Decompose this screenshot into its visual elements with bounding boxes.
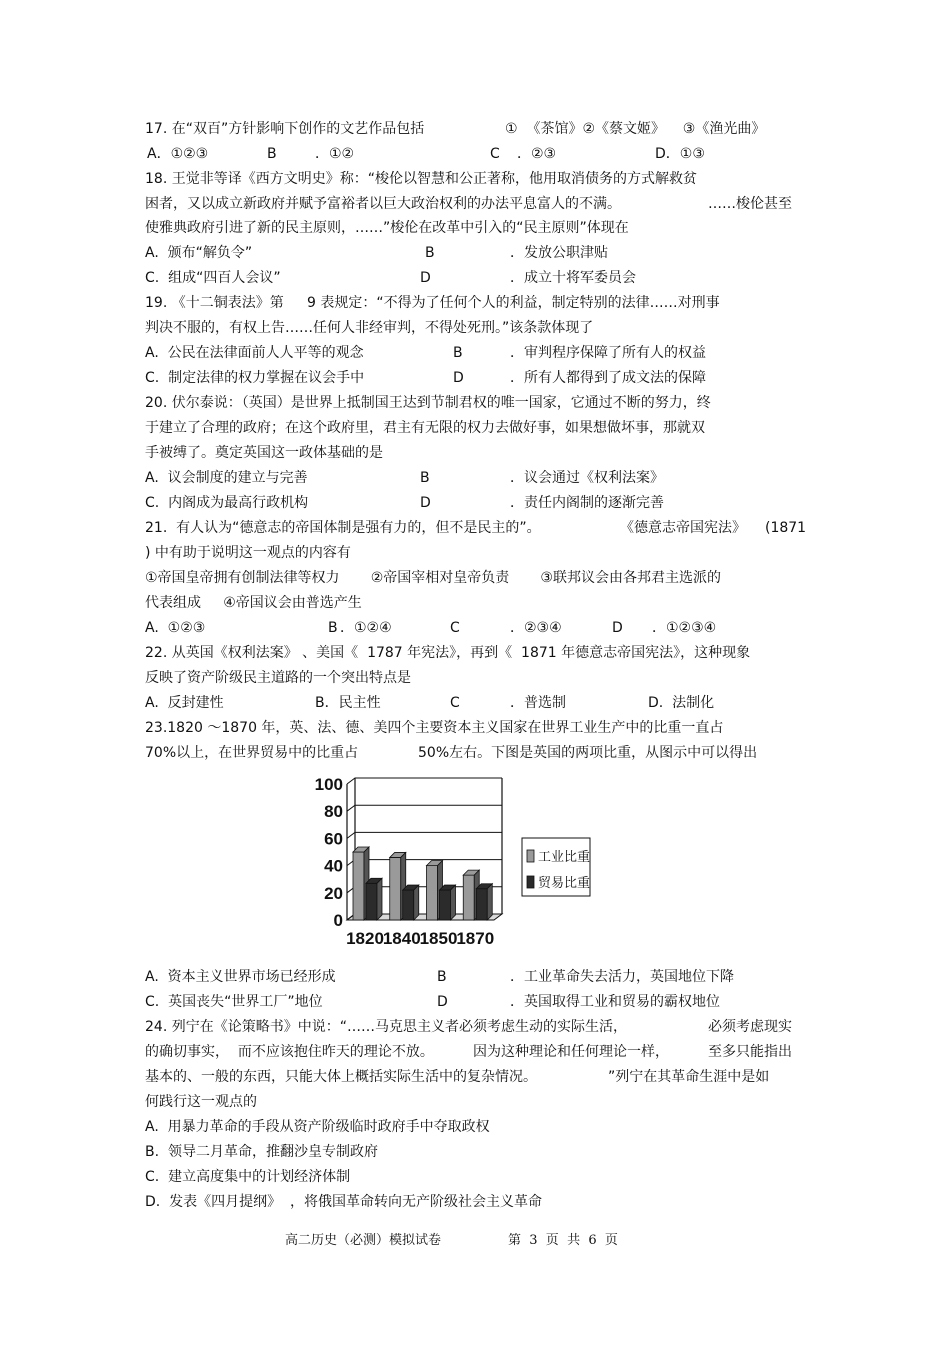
- q21-option-c-letter: C: [450, 620, 460, 636]
- q22-line-2: 反映了资产阶级民主道路的一个突出特点是: [145, 670, 411, 686]
- q20-option-b: ．议会通过《权利法案》: [510, 470, 664, 486]
- x-tick-label: 1820: [346, 929, 384, 948]
- q22-option-c-letter: C: [450, 695, 460, 711]
- q22-option-c: ．普选制: [510, 695, 566, 711]
- bar: [403, 885, 419, 920]
- q24-option-a: A. 用暴力革命的手段从资产阶级临时政府手中夺取政权: [145, 1119, 490, 1135]
- q18-line-2b: ……梭伦甚至: [708, 196, 792, 212]
- x-tick-label: 1850: [419, 929, 458, 948]
- bar: [476, 884, 492, 920]
- bar-side: [414, 885, 419, 920]
- q17-option-c-letter: C: [490, 146, 500, 162]
- q21-option-d-letter: D: [612, 620, 623, 636]
- bar-front: [403, 890, 414, 920]
- q19-option-b: ．审判程序保障了所有人的权益: [510, 345, 706, 361]
- q19-line-1: 19. 《十二铜表法》第: [145, 295, 284, 311]
- bar-side: [487, 884, 492, 920]
- q17-items: ① 《茶馆》②《蔡文姬》 ③《渔光曲》: [505, 121, 766, 137]
- q24-line-4: 何践行这一观点的: [145, 1094, 257, 1110]
- q23-option-d: ．英国取得工业和贸易的霸权地位: [510, 994, 720, 1010]
- q18-option-d-letter: D: [420, 270, 431, 286]
- gridline: [347, 860, 502, 866]
- gridline: [347, 805, 502, 811]
- q19-line-2: 判决不服的，有权上告……任何人非经审判，不得处死刑。”该条款体现了: [145, 320, 594, 336]
- y-tick-label: 20: [324, 883, 343, 903]
- q20-option-c: C. 内阁成为最高行政机构: [145, 495, 309, 511]
- q20-line-1: 20. 伏尔泰说：（英国）是世界上抵制国王达到节制君权的唯一国家，它通过不断的努力，终: [145, 395, 711, 411]
- bar-front: [463, 875, 474, 920]
- q24-option-d: D. 发表《四月提纲》 ，将俄国革命转向无产阶级社会主义革命: [145, 1194, 543, 1210]
- q20-line-3: 手被缚了。奠定英国这一政体基础的是: [145, 445, 383, 461]
- q21-option-c: ．②③④: [510, 620, 562, 636]
- q23-line-1: 23.1820 ～1870 年，英、法、德、美四个主要资本主义国家在世界工业生产中的比重一直占: [145, 720, 724, 736]
- gridline: [347, 832, 502, 838]
- q20-line-2: 于建立了合理的政府；在这个政府里，君主有无限的权力去做好事，如果想做坏事，那就双: [145, 420, 705, 436]
- q20-option-b-letter: B: [420, 470, 430, 486]
- q24-line-2b: 因为这种理论和任何理论一样，: [473, 1044, 669, 1060]
- footer-title: 高二历史（必测）模拟试卷: [285, 1233, 442, 1248]
- legend-label: 贸易比重: [538, 876, 591, 891]
- footer-page-number: 第 3 页 共 6 页: [508, 1233, 618, 1248]
- q21-line-3: ①帝国皇帝拥有创制法律等权力 ②帝国宰相对皇帝负责 ③联邦议会由各邦君主选派的: [145, 570, 721, 586]
- q21-option-a: A. ①②③: [145, 620, 206, 636]
- q17-option-b-letter: B: [267, 146, 277, 162]
- q22-line-1: 22. 从英国《权利法案》 、美国《 1787 年宪法》，再到《 1871 年德意志帝国宪法》，这种现象: [145, 645, 751, 661]
- q19-option-d-letter: D: [453, 370, 464, 386]
- q23-line-2b: 50%左右。下图是英国的两项比重，从图示中可以得出: [418, 745, 758, 761]
- q20-option-d: ．责任内阁制的逐渐完善: [510, 495, 664, 511]
- bar-side: [451, 885, 456, 920]
- q19-option-a: A. 公民在法律面前人人平等的观念: [145, 345, 364, 361]
- q23-line-2: 70%以上，在世界贸易中的比重占: [145, 745, 359, 761]
- q18-option-c: C. 组成“四百人会议”: [145, 270, 281, 286]
- legend-swatch: [527, 850, 534, 862]
- q19-option-d: ．所有人都得到了成文法的保障: [510, 370, 706, 386]
- legend-label: 工业比重: [538, 850, 591, 865]
- bar: [366, 878, 382, 920]
- bar: [440, 885, 456, 920]
- q20-option-a: A. 议会制度的建立与完善: [145, 470, 308, 486]
- bar-front: [440, 890, 451, 920]
- q18-line-3: 使雅典政府引进了新的民主原则，……”梭伦在改革中引入的“民主原则”体现在: [145, 220, 629, 236]
- y-tick-label: 80: [324, 802, 343, 822]
- q20-option-d-letter: D: [420, 495, 431, 511]
- q17-option-b: ．①②: [315, 146, 355, 162]
- q21-option-d: ．①②③④: [652, 620, 717, 636]
- q21-line-1: 21. 有人认为“德意志的帝国体制是强有力的，但不是民主的”。: [145, 520, 541, 536]
- q23-option-c: C. 英国丧失“世界工厂”地位: [145, 994, 323, 1010]
- q21-option-b: ．①②④: [340, 620, 392, 636]
- bar-chart: [312, 772, 597, 952]
- q18-line-2: 困者，又以成立新政府并赋予富裕者以巨大政治权利的办法平息富人的不满。: [145, 196, 621, 212]
- q21-line-1c: (1871: [765, 520, 807, 536]
- q23-option-b-letter: B: [437, 969, 447, 985]
- chart-bars: [353, 847, 492, 920]
- chart-legend: [522, 838, 590, 896]
- bar-front: [366, 883, 377, 920]
- q19-option-b-letter: B: [453, 345, 463, 361]
- q18-option-b-letter: B: [425, 245, 435, 261]
- q24-line-2: 的确切事实， 而不应该抱住昨天的理论不放。: [145, 1044, 434, 1060]
- q21-line-4: 代表组成 ④帝国议会由普选产生: [145, 595, 362, 611]
- q24-option-b: B. 领导二月革命，推翻沙皇专制政府: [145, 1144, 378, 1160]
- q22-option-b: B．民主性: [315, 695, 381, 711]
- q18-option-d: ．成立十将军委员会: [510, 270, 636, 286]
- y-tick-label: 40: [324, 856, 343, 876]
- q18-line-1: 18. 王觉非等译《西方文明史》称：“梭伦以智慧和公正著称，他用取消债务的方式解救贫: [145, 171, 697, 187]
- q23-option-b: ．工业革命失去活力，英国地位下降: [510, 969, 734, 985]
- q23-option-d-letter: D: [437, 994, 448, 1010]
- x-tick-label: 1840: [382, 929, 421, 948]
- bar-front: [390, 857, 401, 920]
- q21-line-1b: 《德意志帝国宪法》: [620, 520, 746, 536]
- bar-front: [353, 852, 364, 920]
- q21-option-b-letter: B: [328, 620, 338, 636]
- bar-front: [476, 889, 487, 920]
- q17-stem: 17. 在“双百”方针影响下创作的文艺作品包括: [145, 121, 425, 137]
- q19-option-c: C. 制定法律的权力掌握在议会手中: [145, 370, 365, 386]
- bar-front: [427, 866, 438, 920]
- legend-swatch: [527, 876, 534, 888]
- q17-option-c: ．②③: [517, 146, 557, 162]
- q17-option-d: D．①③: [655, 146, 705, 162]
- y-tick-label: 60: [324, 829, 343, 849]
- y-tick-label: 0: [333, 911, 343, 930]
- q21-line-2: ) 中有助于说明这一观点的内容有: [145, 545, 351, 561]
- bar-side: [377, 878, 382, 920]
- x-tick-label: 1870: [456, 929, 495, 948]
- q24-line-3b: ”列宁在其革命生涯中是如: [608, 1069, 770, 1085]
- q17-option-a: A．①②③: [147, 146, 209, 162]
- q24-line-1b: 必须考虑现实: [708, 1019, 792, 1035]
- q18-option-a: A. 颁布“解负令”: [145, 245, 253, 261]
- q23-option-a: A. 资本主义世界市场已经形成: [145, 969, 336, 985]
- q22-option-a: A. 反封建性: [145, 695, 224, 711]
- q19-line-1b: 9 表规定：“不得为了任何个人的利益，制定特别的法律……对刑事: [307, 295, 720, 311]
- q24-line-2c: 至多只能指出: [708, 1044, 792, 1060]
- q18-option-b: ．发放公职津贴: [510, 245, 608, 261]
- gridline: [347, 778, 502, 784]
- q22-option-d: D. 法制化: [648, 695, 715, 711]
- q24-option-c: C. 建立高度集中的计划经济体制: [145, 1169, 351, 1185]
- y-tick-label: 100: [314, 775, 343, 794]
- q24-line-3: 基本的、一般的东西，只能大体上概括实际生活中的复杂情况。: [145, 1069, 537, 1085]
- q24-line-1: 24. 列宁在《论策略书》中说：“……马克思主义者必须考虑生动的实际生活，: [145, 1019, 627, 1035]
